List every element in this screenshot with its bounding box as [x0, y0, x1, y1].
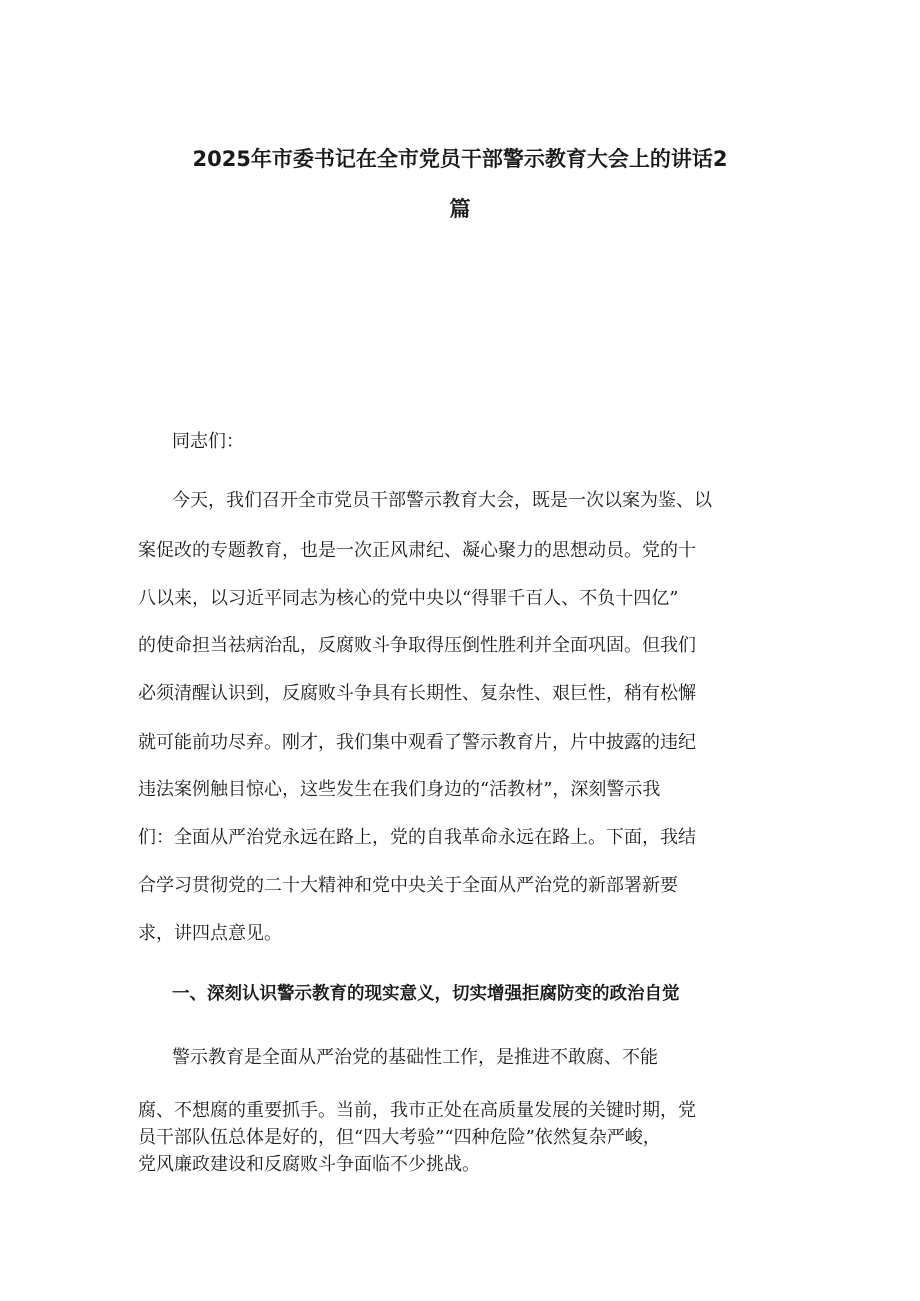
paragraph-1-line: 的使命担当祛病治乱，反腐败斗争取得压倒性胜利并全面巩固。但我们 [138, 635, 696, 656]
section-heading-1: 一、深刻认识警示教育的现实意义，切实增强拒腐防变的政治自觉 [172, 984, 680, 1004]
paragraph-2-line: 党风廉政建设和反腐败斗争面临不少挑战。 [138, 1154, 480, 1175]
salutation: 同志们： [172, 431, 244, 452]
paragraph-1-line: 今天，我们召开全市党员干部警示教育大会，既是一次以案为鉴、以 [172, 490, 712, 511]
document-title-line-2: 篇 [449, 197, 471, 221]
document-title-line-1: 2025年市委书记在全市党员干部警示教育大会上的讲话2 [192, 147, 728, 171]
paragraph-1-line: 合学习贯彻党的二十大精神和党中央关于全面从严治党的新部署新要 [138, 875, 678, 896]
paragraph-2-line: 员干部队伍总体是好的，但“四大考验”“四种危险”依然复杂严峻， [138, 1127, 661, 1148]
paragraph-1-line: 们：全面从严治党永远在路上，党的自我革命永远在路上。下面，我结 [138, 827, 696, 848]
paragraph-2-line: 警示教育是全面从严治党的基础性工作，是推进不敢腐、不能 [172, 1047, 658, 1068]
paragraph-1-line: 八以来，以习近平同志为核心的党中央以“得罪千百人、不负十四亿” [138, 588, 679, 609]
paragraph-1-line: 案促改的专题教育，也是一次正风肃纪、凝心聚力的思想动员。党的十 [138, 540, 696, 561]
paragraph-1-line: 违法案例触目惊心，这些发生在我们身边的“活教材”，深刻警示我 [138, 779, 661, 800]
paragraph-1-line: 就可能前功尽弃。刚才，我们集中观看了警示教育片，片中披露的违纪 [138, 732, 696, 753]
paragraph-1-line: 求，讲四点意见。 [138, 923, 282, 944]
paragraph-2-line: 腐、不想腐的重要抓手。当前，我市正处在高质量发展的关键时期，党 [138, 1100, 696, 1121]
paragraph-1-line: 必须清醒认识到，反腐败斗争具有长期性、复杂性、艰巨性，稍有松懈 [138, 683, 696, 704]
